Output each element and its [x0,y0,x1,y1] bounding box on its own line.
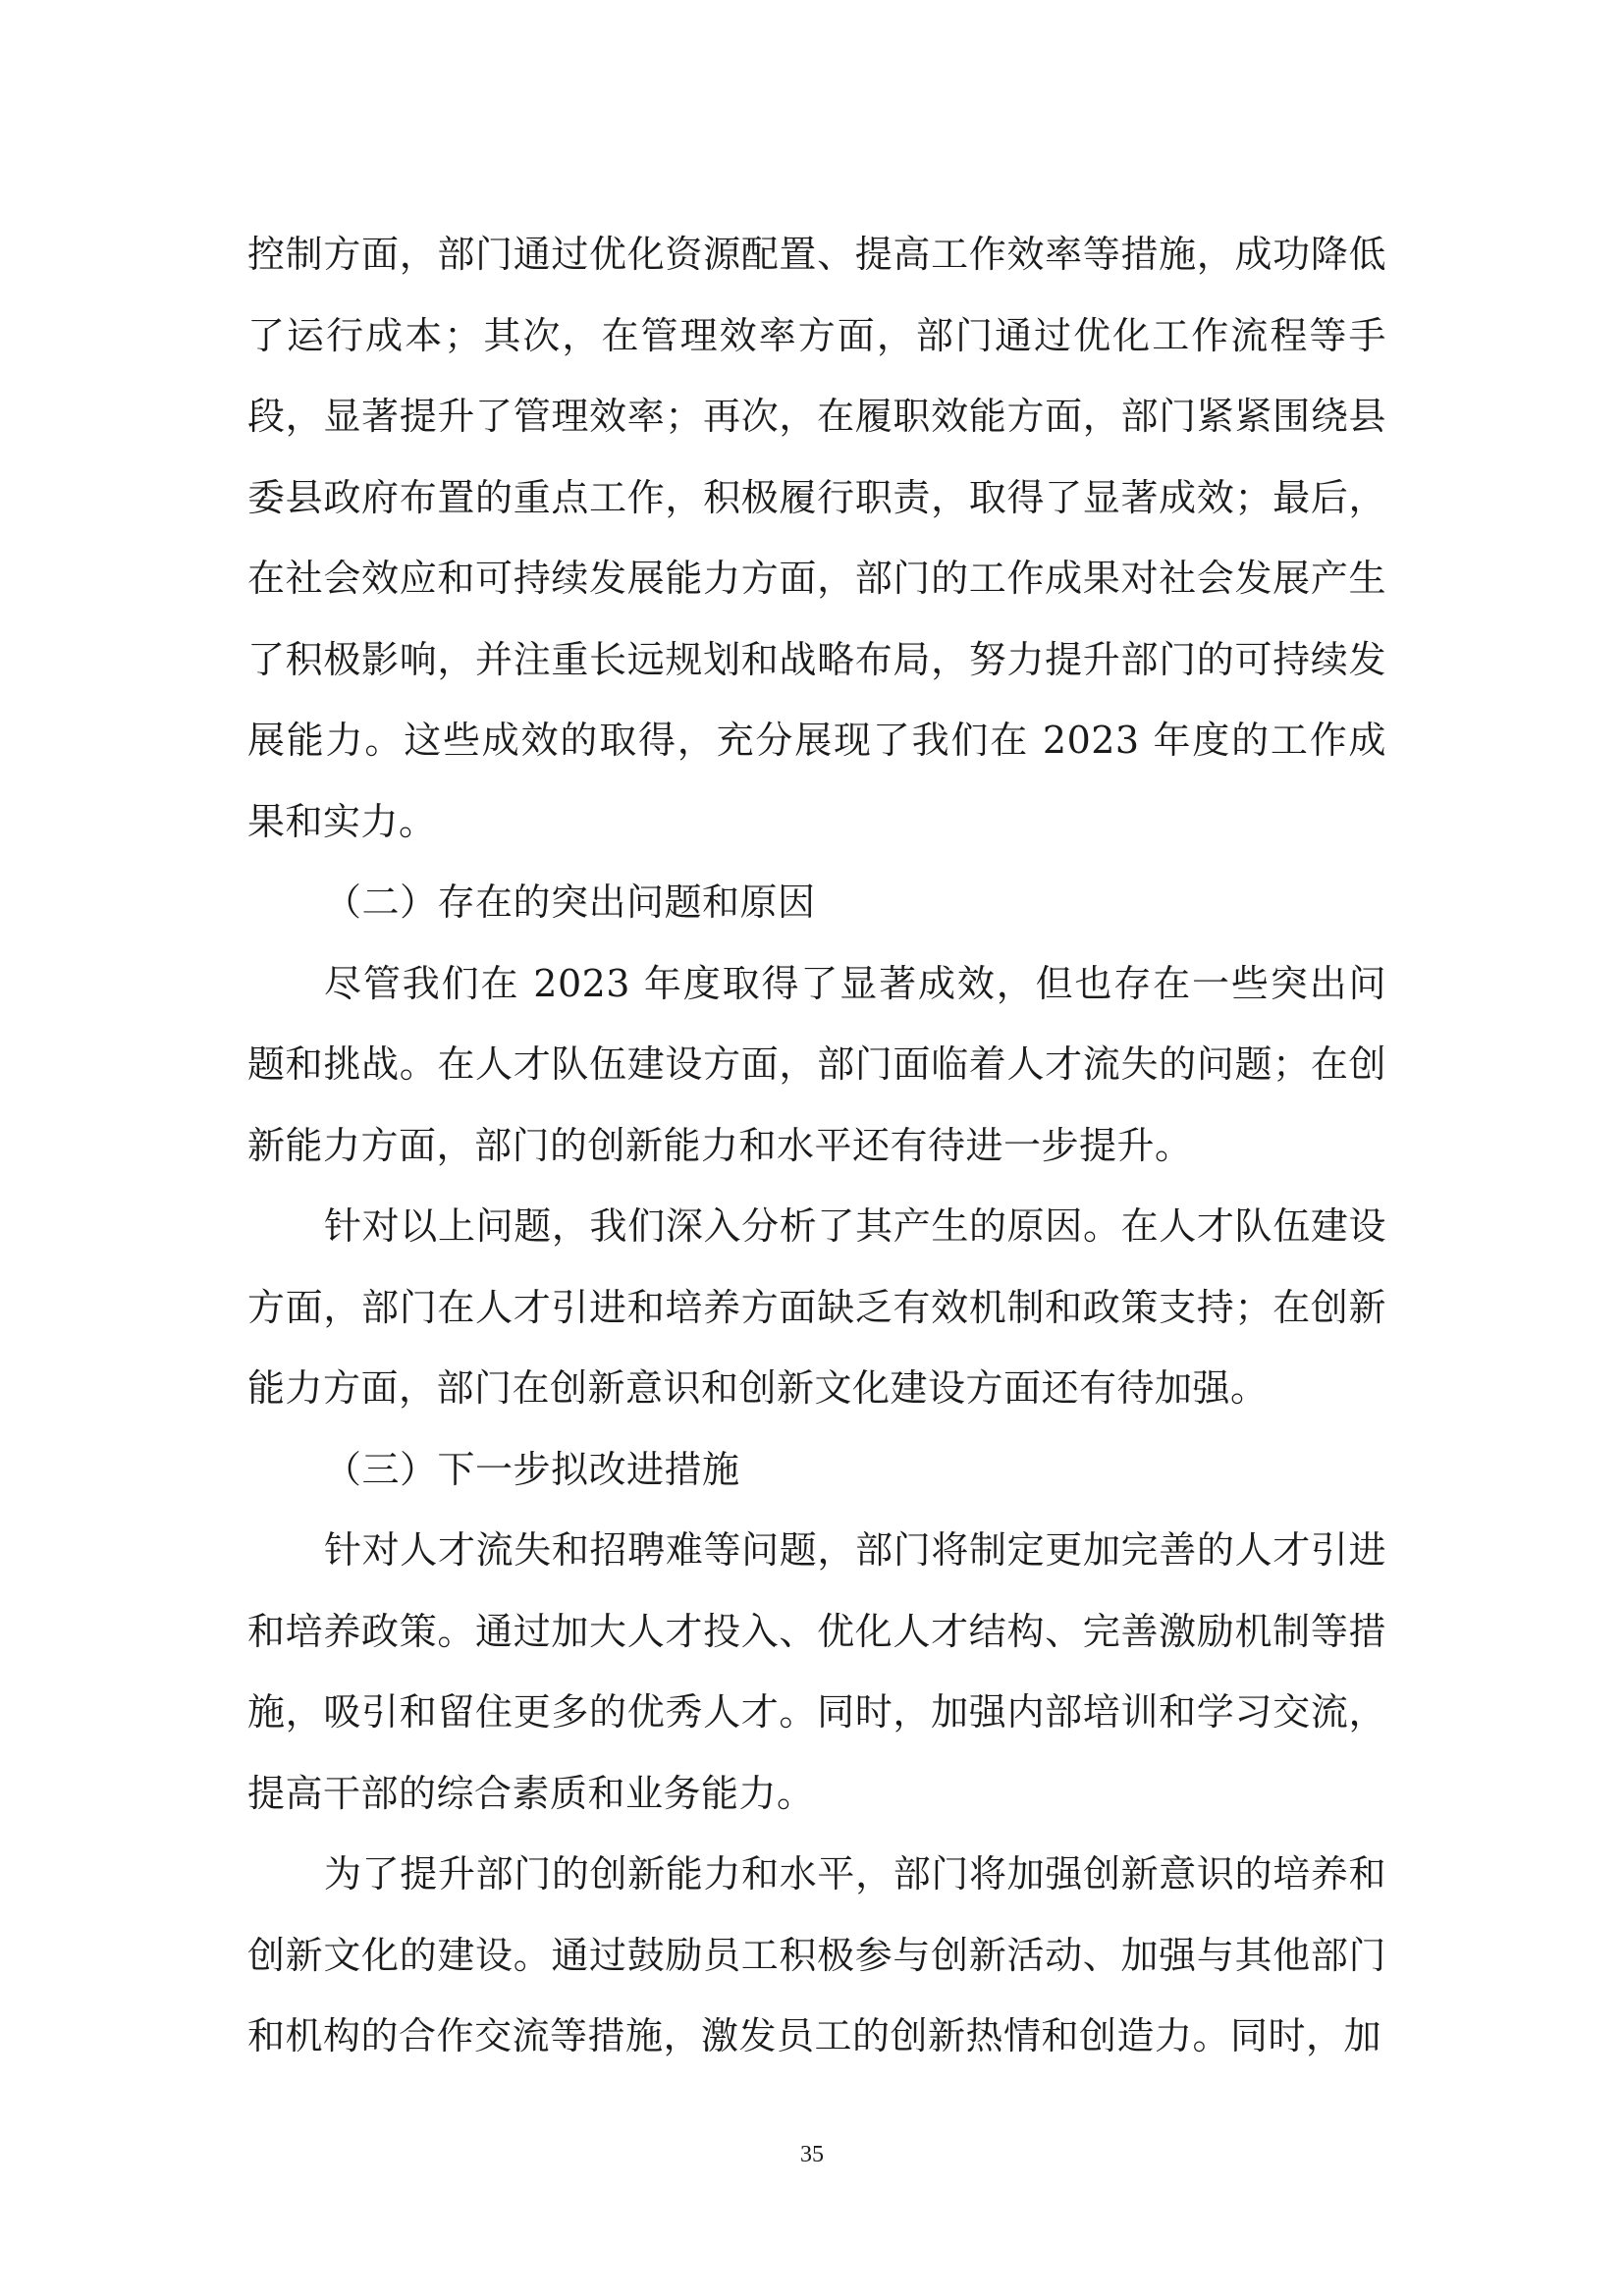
paragraph-talent-measures: 针对人才流失和招聘难等问题，部门将制定更加完善的人才引进和培养政策。通过加大人才投入、优化人才结构、完善激励机制等措施，吸引和留住更多的优秀人才。同时，加强内部培训和学习交流，提高干部的综合素质和业务能力。 [247,1528,1386,1815]
page-number: 35 [800,2142,824,2167]
document-body [247,214,1386,2077]
section-heading-problems: （二）存在的突出问题和原因 [324,881,816,924]
section-heading-improvements: （三）下一步拟改进措施 [324,1447,740,1491]
paragraph-problems: 尽管我们在 2023 年度取得了显著成效，但也存在一些突出问题和挑战。在人才队伍建设方面，部门面临着人才流失的问题；在创新能力方面，部门的创新能力和水平还有待进一步提升。 [247,961,1386,1167]
paragraph-continuation: 控制方面，部门通过优化资源配置、提高工作效率等措施，成功降低了运行成本；其次，在管理效率方面，部门通过优化工作流程等手段，显著提升了管理效率；再次，在履职效能方面，部门紧紧围绕县委县政府布置的重点工作，积极履行职责，取得了显著成效；最后，在社会效应和可持续发展能力方面，部门的工作成果对社会发展产生了积极影响，并注重长远规划和战略布局，努力提升部门的可持续发展能力。这些成效的取得，充分展现了我们在 2023 年度的工作成果和实力。 [247,233,1386,843]
paragraph-innovation-measures: 为了提升部门的创新能力和水平，部门将加强创新意识的培养和创新文化的建设。通过鼓励员工积极参与创新活动、加强与其他部门和机构的合作交流等措施，激发员工的创新热情和创造力。同时，加 [247,1852,1386,2057]
paragraph-causes: 针对以上问题，我们深入分析了其产生的原因。在人才队伍建设方面，部门在人才引进和培养方面缺乏有效机制和政策支持；在创新能力方面，部门在创新意识和创新文化建设方面还有待加强。 [247,1204,1386,1410]
